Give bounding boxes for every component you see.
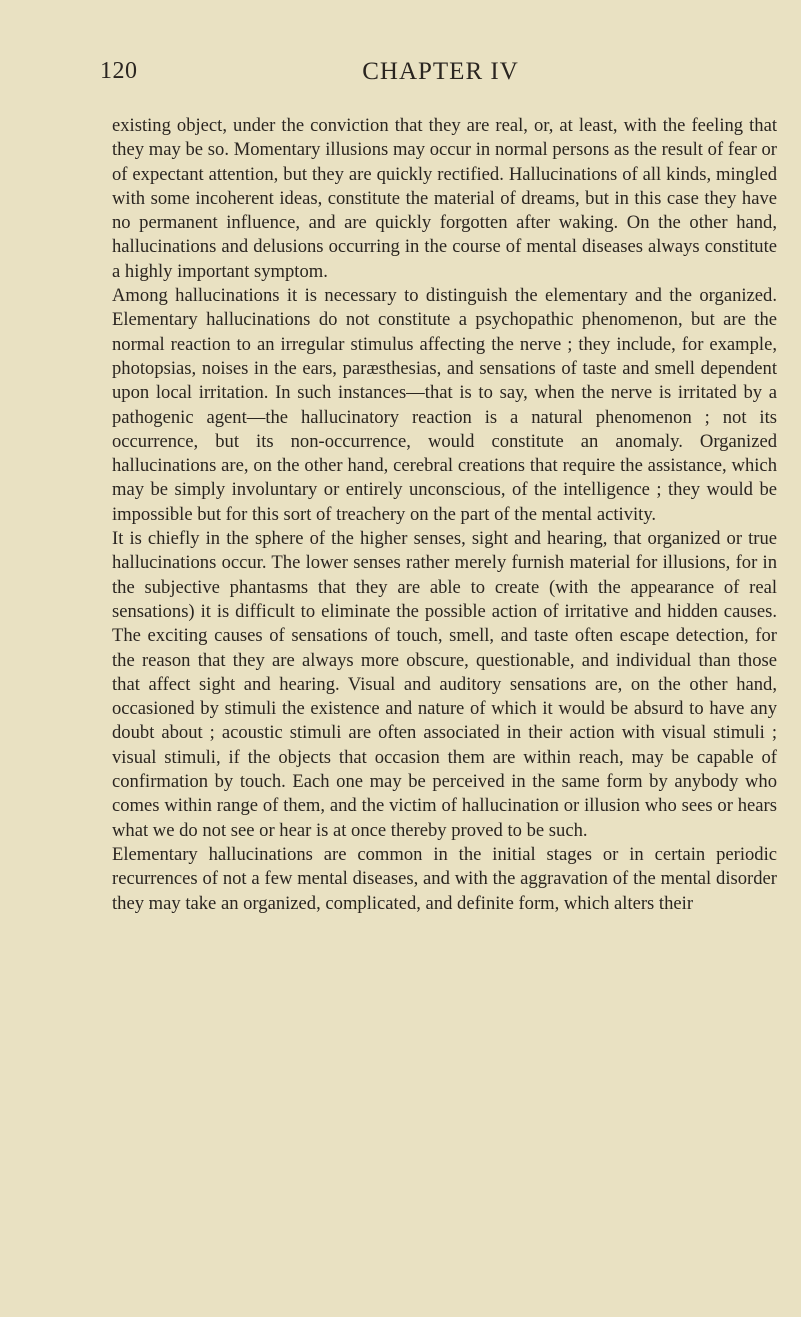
- paragraph-2: Among hallucinations it is necessary to distinguish the elementary and the organized. Elementary hallucinations do not constitute a psychopathic phenomenon, but are the normal reaction to an irregular stimulus affecting the nerve ; they include, for example, photopsias, noises in the ears, paræsthesias, and sensations of taste and smell dependent upon local irritation. In such instances—that is to say, when the nerve is irritated by a pathogenic agent—the hallucinatory reaction is a natural phenomenon ; not its occurrence, but its non-occurrence, would constitute an anomaly. Organized hallucinations are, on the other hand, cerebral creations that require the assistance, which may be simply involuntary or entirely unconscious, of the intelligence ; they would be impossible but for this sort of treachery on the part of the mental activity.: [112, 285, 777, 525]
- running-head: [100, 58, 741, 94]
- page-number: 120: [100, 58, 138, 84]
- paragraph-3: It is chiefly in the sphere of the higher senses, sight and hearing, that organized or true hallucinations occur. The lower senses rather merely furnish material for illusions, for in the subjective phantasms that they are able to create (with the appearance of real sensations) it is difficult to eliminate the possible action of irritative and hidden causes. The exciting causes of sensations of touch, smell, and taste often escape detection, for the reason that they are always more obscure, questionable, and individual than those that affect sight and hearing. Visual and auditory sensations are, on the other hand, occasioned by stimuli the existence and nature of which it would be absurd to have any doubt about ; acoustic stimuli are often associated in their action with visual stimuli ; visual stimuli, if the objects that occasion them are within reach, may be capable of confirmation by touch. Each one may be perceived in the same form by anybody who comes within range of them, and the victim of hallucination or illusion who sees or hears what we do not see or hear is at once thereby proved to be such.: [112, 528, 777, 841]
- paragraph-1: existing object, under the conviction that they are real, or, at least, with the feeling that they may be so. Momentary illusions may occur in normal persons as the result of fear or of expectant attention, but they are quickly rectified. Hallucinations of all kinds, mingled with some incoherent ideas, constitute the material of dreams, but in this case they have no permanent influence, and are quickly forgotten after waking. On the other hand, hallucinations and delusions occurring in the course of mental diseases always constitute a highly important symptom.: [112, 115, 777, 282]
- chapter-title: CHAPTER IV: [362, 58, 519, 85]
- body-text: [112, 114, 777, 916]
- paragraph-4: Elementary hallucinations are common in the initial stages or in certain periodic recurrences of not a few mental diseases, and with the aggravation of the mental disorder they may take an organized, complicated, and definite form, which alters their: [112, 843, 777, 914]
